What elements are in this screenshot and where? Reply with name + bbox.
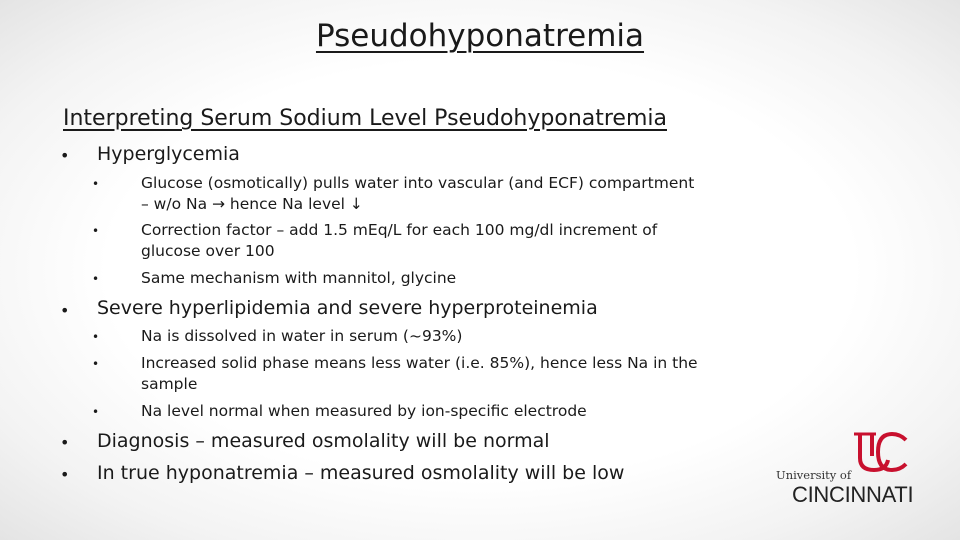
- point-true-hyponatremia: In true hyponatremia – measured osmolality will be low: [97, 462, 625, 484]
- university-logo: [776, 430, 926, 510]
- list-item: Same mechanism with mannitol, glycine: [141, 269, 457, 287]
- list-item: Na level normal when measured by ion-specific electrode: [141, 402, 587, 420]
- list-item: Correction factor – add 1.5 mEq/L for each 100 mg/dl increment of glucose over 100: [141, 221, 658, 260]
- bullet: •: [92, 405, 100, 419]
- bullet: •: [92, 272, 100, 286]
- list-item: Na is dissolved in water in serum (~93%): [141, 327, 463, 345]
- point-diagnosis: Diagnosis – measured osmolality will be normal: [97, 430, 550, 452]
- logo-university-of: University of: [776, 468, 852, 482]
- bullet: •: [60, 433, 70, 452]
- bullet: •: [60, 146, 70, 165]
- slide-title: Pseudohyponatremia: [315, 18, 645, 54]
- bullet: •: [92, 330, 100, 344]
- slide-subtitle: Interpreting Serum Sodium Level Pseudohyponatremia: [63, 106, 667, 131]
- bullet: •: [92, 224, 100, 238]
- section-heading-hyperglycemia: Hyperglycemia: [97, 143, 240, 165]
- bullet: •: [92, 177, 100, 191]
- uc-emblem-icon: [850, 430, 912, 474]
- logo-name: CINCINNATI: [792, 482, 914, 507]
- bullet: •: [60, 465, 70, 484]
- bullet: •: [92, 357, 100, 371]
- list-item: Glucose (osmotically) pulls water into vascular (and ECF) compartment – w/o Na → hence Na level ↓: [141, 174, 695, 213]
- bullet: •: [60, 301, 70, 320]
- list-item: Increased solid phase means less water (i.e. 85%), hence less Na in the sample: [141, 354, 698, 393]
- section-heading-hyperlipidemia: Severe hyperlipidemia and severe hyperproteinemia: [97, 297, 598, 319]
